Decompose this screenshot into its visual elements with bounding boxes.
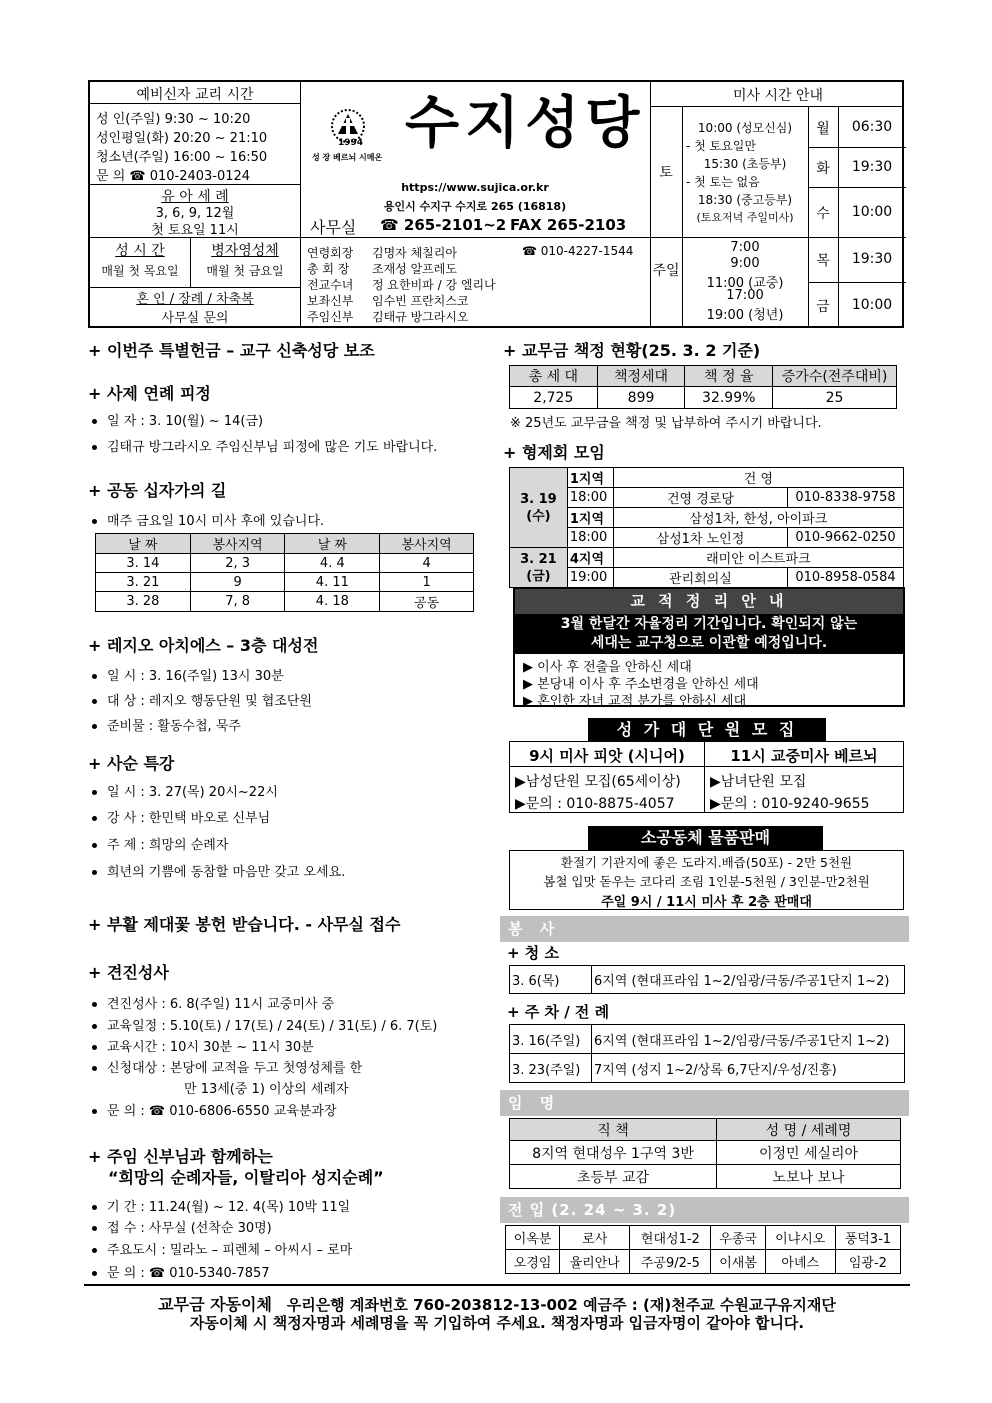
dues-title: + 교무금 책정 현황(25. 3. 2 기준)	[503, 341, 761, 360]
table-row	[510, 966, 905, 994]
staff-role: 총 회 장	[307, 262, 350, 276]
table-cell: 건영 경로당	[613, 488, 787, 508]
table-cell: 풍덕3-1	[835, 1226, 900, 1250]
table-row	[510, 387, 897, 409]
weekday-time: 10:00	[851, 204, 893, 220]
masthead	[88, 80, 904, 328]
sick-communion-title: 병자영성체	[211, 243, 279, 259]
table-cell: 3. 23(주일)	[510, 1054, 592, 1083]
community-line: 환절기 기관지에 좋은 도라지.배즙(50포) - 2만 5천원	[560, 855, 853, 870]
retreat-title: + 사제 연례 피정	[88, 384, 211, 403]
table-header: 책 정 율	[685, 366, 773, 387]
table-cell: 현대성1-2	[630, 1226, 711, 1250]
lecture-item: 일 시 : 3. 27(목) 20시~22시	[107, 785, 278, 800]
table-header: 봉사지역	[380, 534, 474, 554]
pilgrimage-subtitle: “희망의 순례자들, 이탈리아 성지순례”	[108, 1168, 384, 1187]
table-cell: 관리회의실	[613, 568, 787, 588]
footer-account: 우리은행 계좌번호 760-203812-13-002 예금주 : (재)천주교 수원교구유지재단	[286, 1296, 836, 1314]
weekday-time: 06:30	[851, 119, 893, 135]
confirmation-item: 신청대상 : 본당에 교적을 두고 첫영성체를 한	[107, 1061, 363, 1076]
staff-role: 전교수녀	[307, 278, 354, 292]
confirmation-item: 문 의 : ☎ 010-6806-6550 교육분과장	[107, 1104, 337, 1119]
lecture-item: 주 제 : 희망의 순례자	[107, 838, 229, 853]
table-cell: 7지역 (성지 1~2/상록 6,7단지/우성/진흥)	[592, 1054, 905, 1083]
mass-title: 미사 시간 안내	[732, 88, 824, 104]
table-row	[510, 1141, 901, 1165]
acies-item: 준비물 : 활동수첩, 묵주	[107, 719, 241, 734]
confession-title: 성 시 간	[115, 243, 165, 259]
choir-box	[509, 741, 904, 813]
easter-flowers: + 부활 제대꽃 봉헌 받습니다. - 사무실 접수	[88, 915, 401, 934]
table-cell: 율리안나	[560, 1250, 630, 1274]
table-cell: 4지역	[567, 548, 613, 568]
table-header: 날 짜	[96, 534, 191, 554]
staff-name: 김태규 방그라시오	[372, 310, 469, 324]
sunday-mass: 7:00	[730, 240, 760, 255]
parking-table	[509, 1024, 905, 1083]
choir-recruit: ▶남녀단원 모집	[710, 774, 807, 790]
choir-contact: ▶문의 : 010-9240-9655	[710, 796, 870, 812]
infant-baptism-months: 3, 6, 9, 12월	[155, 206, 235, 221]
catechism-title: 예비신자 교리 시간	[136, 87, 254, 103]
pilgrimage-item: 접 수 : 사무실 (선착순 30명)	[107, 1221, 272, 1236]
confirmation-item-cont: 만 13세(중 1) 이상의 세례자	[184, 1082, 349, 1097]
weekday-label: 월	[816, 121, 830, 137]
choir-col-head: 11시 교중미사 베르뇌	[730, 747, 878, 765]
church-logo	[320, 96, 400, 176]
move-in-table	[505, 1225, 901, 1274]
confirmation-item: 견진성사 : 6. 8(주일) 11시 교중미사 중	[107, 997, 335, 1012]
table-cell: 4. 4	[285, 554, 380, 573]
catechism-row: 성인평일(화) 20:20 ~ 21:10	[96, 131, 268, 146]
table-cell: 9	[190, 573, 285, 592]
confession-time: 매월 첫 목요일	[101, 264, 179, 278]
table-row	[96, 554, 474, 573]
cleaning-table	[509, 965, 905, 994]
table-cell: 18:00	[567, 528, 613, 548]
weekday-time: 19:30	[851, 159, 893, 175]
saturday-mass: - 첫 토요일만	[686, 139, 756, 153]
special-collection: + 이번주 특별헌금 – 교구 신축성당 보조	[88, 341, 375, 360]
table-cell: 4. 11	[285, 573, 380, 592]
table-header: 증가수(전주대비)	[773, 366, 897, 387]
catechism-contact: 문 의 ☎ 010-2403-0124	[96, 169, 251, 184]
logo-year: 1994	[338, 138, 364, 148]
table-cell: 삼성1차, 한성, 아이파크	[613, 508, 903, 528]
brothers-title: + 형제회 모임	[503, 443, 605, 462]
table-cell: 아녜스	[765, 1250, 835, 1274]
office-fax: FAX 265-2103	[510, 216, 627, 234]
staff-name: 조재성 알프레도	[372, 262, 457, 276]
table-cell: 오경임	[506, 1250, 560, 1274]
pilgrimage-item: 기 간 : 11.24(월) ~ 12. 4(목) 10박 11일	[107, 1200, 351, 1215]
community-box	[509, 850, 904, 910]
table-cell: 2,725	[510, 387, 598, 409]
confirmation-item: 교육시간 : 10시 30분 ~ 11시 30분	[107, 1040, 314, 1055]
lent-lecture-title: + 사순 특강	[88, 754, 175, 773]
pilgrimage-item: 문 의 : ☎ 010-5340-7857	[107, 1266, 270, 1281]
retreat-item: 김태규 방그라시오 주임신부님 피정에 많은 기도 바랍니다.	[107, 440, 438, 455]
table-cell: 6지역 (현대프라임 1~2/임광/극동/주공1단지 1~2)	[592, 1025, 905, 1054]
table-cell: 3. 28	[96, 592, 191, 612]
weekday-label: 목	[816, 253, 830, 269]
pilgrimage-item: 주요도시 : 밀라노 – 피렌체 – 아씨시 – 로마	[107, 1243, 353, 1258]
table-header: 책정세대	[597, 366, 685, 387]
table-cell: 이냐시오	[765, 1226, 835, 1250]
saturday-label: 토	[659, 165, 673, 181]
table-cell: 건 영	[613, 468, 903, 488]
weekday-label: 화	[816, 161, 830, 177]
weekday-time: 10:00	[851, 297, 893, 313]
table-header: 봉사지역	[190, 534, 285, 554]
appointment-table	[509, 1118, 901, 1189]
table-cell: 이옥분	[506, 1226, 560, 1250]
staff-name: 임수빈 프란치스코	[372, 294, 469, 308]
table-cell: 19:00	[567, 568, 613, 588]
brothers-table	[509, 467, 904, 588]
table-cell: 3. 6(목)	[510, 966, 592, 994]
table-cell: 래미안 이스트파크	[613, 548, 903, 568]
table-cell: 이정민 세실리아	[717, 1141, 901, 1165]
lecture-item: 강 사 : 한민택 바오로 신부님	[107, 811, 271, 826]
table-cell: 우종국	[711, 1226, 765, 1250]
table-cell: 초등부 교감	[510, 1165, 717, 1189]
table-cell: 4. 18	[285, 592, 380, 612]
acies-item: 일 시 : 3. 16(주일) 13시 30분	[107, 669, 284, 684]
infant-baptism-title: 유 아 세 례	[161, 189, 229, 205]
weekday-time: 19:30	[851, 251, 893, 267]
table-cell: 2, 3	[190, 554, 285, 573]
service-header: 봉 사	[500, 916, 909, 942]
stations-title: + 공동 십자가의 길	[88, 481, 227, 500]
registry-item: ▶ 이사 후 전출을 안하신 세대	[523, 660, 692, 675]
table-cell: 공동	[380, 592, 474, 612]
table-header: 직 책	[510, 1119, 717, 1141]
table-cell: 3. 21	[96, 573, 191, 592]
church-name: 수지성당	[405, 91, 646, 156]
table-cell: 임광-2	[835, 1250, 900, 1274]
registry-notice-line: 세대는 교구청으로 이관할 예정입니다.	[515, 634, 903, 654]
table-cell: 6지역 (현대프라임 1~2/임광/극동/주공1단지 1~2)	[592, 966, 905, 994]
saturday-mass: - 첫 토는 없음	[686, 175, 760, 189]
table-row	[506, 1226, 901, 1250]
website[interactable]: https://www.sujica.or.kr	[401, 181, 549, 194]
meeting-date: 3. 21 (금)	[510, 548, 568, 588]
footer-autopay-label: 교무금 자동이체	[158, 1295, 272, 1314]
church-logo-icon	[320, 96, 400, 176]
move-in-header: 전 입 (2. 24 ~ 3. 2)	[500, 1197, 909, 1223]
staff-role: 주임신부	[307, 310, 354, 324]
table-row	[96, 573, 474, 592]
office-phone: ☎ 265-2101~2	[380, 216, 507, 234]
acies-title: + 레지오 아치에스 – 3층 대성전	[88, 636, 319, 655]
registry-item: ▶ 혼인한 자녀 교적 분가를 안하신 세대	[523, 694, 747, 709]
table-cell: 3. 16(주일)	[510, 1025, 592, 1054]
table-row	[510, 1054, 905, 1083]
table-row	[510, 1025, 905, 1054]
weekday-label: 수	[816, 206, 830, 222]
acies-item: 대 상 : 레지오 행동단원 및 협조단원	[107, 694, 312, 709]
dues-table	[509, 365, 897, 409]
table-cell: 18:00	[567, 488, 613, 508]
wedding-contact: 사무실 문의	[161, 311, 229, 326]
table-cell: 4	[380, 554, 474, 573]
table-row	[510, 1165, 901, 1189]
table-cell: 1지역	[567, 508, 613, 528]
choir-title: 성 가 대 단 원 모 집	[588, 718, 826, 742]
staff-role: 연령회장	[307, 246, 354, 260]
cleaning-title: + 청 소	[507, 944, 559, 962]
table-cell: 3. 14	[96, 554, 191, 573]
staff-name: 정 요한비파 / 강 엘리나	[372, 278, 496, 292]
retreat-item: 일 자 : 3. 10(월) ~ 14(금)	[107, 414, 264, 429]
table-row	[506, 1250, 901, 1274]
table-cell: 010-8958-0584	[788, 568, 904, 588]
office-label: 사무실	[310, 218, 357, 237]
table-cell: 8지역 현대성우 1구역 3반	[510, 1141, 717, 1165]
appointment-header: 임 명	[500, 1090, 909, 1116]
table-cell: 삼성1차 노인정	[613, 528, 787, 548]
address: 용인시 수지구 수지로 265 (16818)	[383, 200, 567, 213]
table-cell: 1	[380, 573, 474, 592]
sick-communion-time: 매월 첫 금요일	[206, 264, 284, 278]
choir-recruit: ▶남성단원 모집(65세이상)	[515, 774, 681, 790]
table-cell: 899	[597, 387, 685, 409]
footer-note: 자동이체 시 책정자명과 세례명을 꼭 기입하여 주세요. 책정자명과 입금자명이 같아야 합니다.	[189, 1314, 805, 1332]
community-line: 주일 9시 / 11시 미사 후 2층 판매대	[601, 895, 812, 910]
sunday-mass: 17:00	[726, 288, 764, 303]
table-row	[96, 592, 474, 612]
sunday-mass: 19:00 (청년)	[706, 308, 784, 323]
parking-title: + 주 차 / 전 례	[507, 1003, 610, 1021]
table-cell: 1지역	[567, 468, 613, 488]
staff-name: 김명자 체칠리아	[372, 246, 457, 260]
table-cell: 32.99%	[685, 387, 773, 409]
weekday-label: 금	[816, 299, 830, 315]
catechism-row: 청소년(주일) 16:00 ~ 16:50	[96, 150, 268, 165]
footer-divider	[84, 1284, 910, 1286]
registry-item: ▶ 본당내 이사 후 주소변경을 안하신 세대	[523, 677, 759, 692]
lecture-item: 희년의 기쁨에 동참할 마음만 갖고 오세요.	[107, 865, 346, 880]
saturday-mass: (토요저녁 주일미사)	[696, 211, 794, 224]
confirmation-title: + 견진성사	[88, 963, 169, 982]
table-cell: 7, 8	[190, 592, 285, 612]
community-line: 봄철 입맛 돋우는 코다리 조림 1인분-5천원 / 3인분-만2천원	[543, 874, 870, 889]
stations-table	[95, 533, 474, 612]
confirmation-item: 교육일정 : 5.10(토) / 17(토) / 24(토) / 31(토) / 6. 7(토)	[107, 1019, 438, 1034]
saturday-mass: 18:30 (중고등부)	[697, 193, 793, 207]
sunday-mass: 11:00 (교중)	[706, 276, 784, 291]
table-cell: 노보나 보나	[717, 1165, 901, 1189]
choir-col-head: 9시 미사 피앗 (시니어)	[529, 747, 685, 765]
logo-caption: 성 장 베르뇌 시메온	[312, 153, 383, 162]
table-cell: 010-8338-9758	[788, 488, 904, 508]
catechism-row: 성 인(주일) 9:30 ~ 10:20	[96, 112, 251, 127]
table-cell: 25	[773, 387, 897, 409]
sunday-mass: 9:00	[730, 256, 760, 271]
registry-notice-line: 3월 한달간 자율정리 기간입니다. 확인되지 않는	[515, 614, 903, 634]
staff-role: 보좌신부	[307, 294, 354, 308]
stations-note: 매주 금요일 10시 미사 후에 있습니다.	[107, 514, 325, 529]
dues-note: ※ 25년도 교무금을 책정 및 납부하여 주시기 바랍니다.	[510, 416, 822, 431]
table-header: 총 세 대	[510, 366, 598, 387]
saturday-mass: 10:00 (성모신심)	[697, 121, 793, 135]
table-cell: 로사	[560, 1226, 630, 1250]
saturday-mass: 15:30 (초등부)	[703, 157, 787, 171]
community-title: 소공동체 물품판매	[588, 826, 823, 850]
choir-contact: ▶문의 : 010-8875-4057	[515, 796, 675, 812]
table-header: 날 짜	[285, 534, 380, 554]
pilgrimage-title: + 주임 신부님과 함께하는	[88, 1147, 273, 1166]
sunday-label: 주일	[652, 263, 680, 279]
table-cell: 주공9/2-5	[630, 1250, 711, 1274]
meeting-date: 3. 19 (수)	[510, 468, 568, 548]
wedding-title: 혼 인 / 장례 / 차축복	[136, 292, 254, 307]
table-header: 성 명 / 세례명	[717, 1119, 901, 1141]
table-cell: 010-9662-0250	[788, 528, 904, 548]
table-cell: 이새봄	[711, 1250, 765, 1274]
infant-baptism-time: 첫 토요일 11시	[151, 223, 239, 238]
staff-phone: ☎ 010-4227-1544	[522, 244, 634, 258]
registry-title: 교 적 정 리 안 내	[515, 589, 903, 614]
registry-notice	[513, 587, 905, 707]
